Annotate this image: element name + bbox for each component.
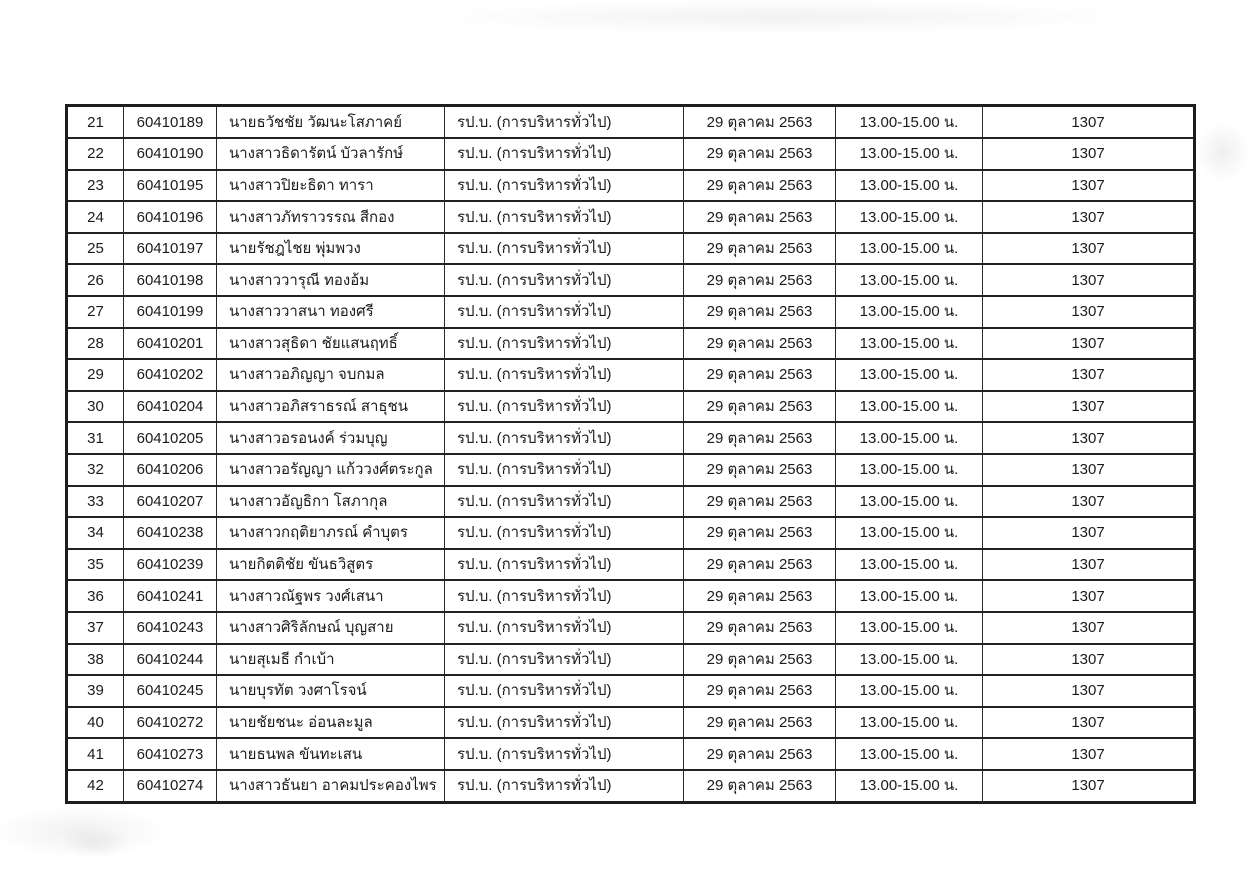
cell-id: 60410189 <box>124 106 217 139</box>
cell-program: รป.บ. (การบริหารทั่วไป) <box>445 296 684 328</box>
cell-id: 60410202 <box>124 359 217 391</box>
cell-id: 60410243 <box>124 612 217 644</box>
cell-date: 29 ตุลาคม 2563 <box>684 517 836 549</box>
cell-program: รป.บ. (การบริหารทั่วไป) <box>445 359 684 391</box>
cell-date: 29 ตุลาคม 2563 <box>684 170 836 202</box>
cell-date: 29 ตุลาคม 2563 <box>684 738 836 770</box>
cell-time: 13.00-15.00 น. <box>836 486 983 518</box>
cell-room: 1307 <box>983 612 1195 644</box>
cell-room: 1307 <box>983 675 1195 707</box>
cell-date: 29 ตุลาคม 2563 <box>684 549 836 581</box>
table-row <box>67 644 1195 676</box>
cell-no: 29 <box>67 359 124 391</box>
cell-room: 1307 <box>983 170 1195 202</box>
cell-time: 13.00-15.00 น. <box>836 549 983 581</box>
cell-date: 29 ตุลาคม 2563 <box>684 612 836 644</box>
cell-id: 60410207 <box>124 486 217 518</box>
cell-room: 1307 <box>983 454 1195 486</box>
cell-time: 13.00-15.00 น. <box>836 454 983 486</box>
cell-no: 31 <box>67 422 124 454</box>
table-row <box>67 106 1195 139</box>
cell-date: 29 ตุลาคม 2563 <box>684 580 836 612</box>
cell-room: 1307 <box>983 580 1195 612</box>
cell-no: 33 <box>67 486 124 518</box>
cell-id: 60410239 <box>124 549 217 581</box>
cell-room: 1307 <box>983 707 1195 739</box>
cell-date: 29 ตุลาคม 2563 <box>684 675 836 707</box>
cell-id: 60410199 <box>124 296 217 328</box>
cell-date: 29 ตุลาคม 2563 <box>684 707 836 739</box>
cell-time: 13.00-15.00 น. <box>836 770 983 803</box>
table-row <box>67 422 1195 454</box>
cell-id: 60410272 <box>124 707 217 739</box>
cell-program: รป.บ. (การบริหารทั่วไป) <box>445 644 684 676</box>
scan-smudge <box>60 828 130 858</box>
cell-date: 29 ตุลาคม 2563 <box>684 138 836 170</box>
cell-no: 41 <box>67 738 124 770</box>
cell-no: 34 <box>67 517 124 549</box>
table-row <box>67 233 1195 265</box>
table-row <box>67 138 1195 170</box>
cell-no: 23 <box>67 170 124 202</box>
cell-no: 21 <box>67 106 124 139</box>
cell-program: รป.บ. (การบริหารทั่วไป) <box>445 707 684 739</box>
cell-name: นายกิตติชัย ขันธวิสูตร <box>217 549 445 581</box>
cell-program: รป.บ. (การบริหารทั่วไป) <box>445 549 684 581</box>
cell-no: 38 <box>67 644 124 676</box>
cell-time: 13.00-15.00 น. <box>836 106 983 139</box>
cell-time: 13.00-15.00 น. <box>836 138 983 170</box>
cell-program: รป.บ. (การบริหารทั่วไป) <box>445 170 684 202</box>
schedule-table-body <box>67 106 1195 803</box>
cell-time: 13.00-15.00 น. <box>836 233 983 265</box>
table-row <box>67 201 1195 233</box>
cell-date: 29 ตุลาคม 2563 <box>684 359 836 391</box>
exam-schedule-table <box>65 104 1196 804</box>
cell-time: 13.00-15.00 น. <box>836 707 983 739</box>
table-row <box>67 517 1195 549</box>
cell-no: 30 <box>67 391 124 423</box>
cell-room: 1307 <box>983 328 1195 360</box>
cell-room: 1307 <box>983 106 1195 139</box>
table-row <box>67 486 1195 518</box>
cell-room: 1307 <box>983 359 1195 391</box>
cell-id: 60410197 <box>124 233 217 265</box>
cell-time: 13.00-15.00 น. <box>836 296 983 328</box>
cell-date: 29 ตุลาคม 2563 <box>684 486 836 518</box>
cell-id: 60410241 <box>124 580 217 612</box>
cell-name: นายรัชฎไชย พุ่มพวง <box>217 233 445 265</box>
cell-id: 60410190 <box>124 138 217 170</box>
cell-name: นางสาววารุณี ทองอ้ม <box>217 264 445 296</box>
cell-program: รป.บ. (การบริหารทั่วไป) <box>445 580 684 612</box>
cell-room: 1307 <box>983 770 1195 803</box>
cell-name: นางสาวอภิญญา จบกมล <box>217 359 445 391</box>
cell-program: รป.บ. (การบริหารทั่วไป) <box>445 264 684 296</box>
cell-no: 24 <box>67 201 124 233</box>
cell-room: 1307 <box>983 738 1195 770</box>
scan-smudge <box>420 0 1140 34</box>
cell-room: 1307 <box>983 391 1195 423</box>
cell-time: 13.00-15.00 น. <box>836 612 983 644</box>
cell-no: 25 <box>67 233 124 265</box>
table-row <box>67 770 1195 803</box>
table-row <box>67 549 1195 581</box>
cell-time: 13.00-15.00 น. <box>836 391 983 423</box>
cell-id: 60410198 <box>124 264 217 296</box>
cell-room: 1307 <box>983 296 1195 328</box>
cell-id: 60410238 <box>124 517 217 549</box>
cell-id: 60410205 <box>124 422 217 454</box>
cell-room: 1307 <box>983 486 1195 518</box>
cell-date: 29 ตุลาคม 2563 <box>684 770 836 803</box>
table-row <box>67 707 1195 739</box>
cell-time: 13.00-15.00 น. <box>836 359 983 391</box>
cell-program: รป.บ. (การบริหารทั่วไป) <box>445 675 684 707</box>
cell-program: รป.บ. (การบริหารทั่วไป) <box>445 106 684 139</box>
cell-program: รป.บ. (การบริหารทั่วไป) <box>445 486 684 518</box>
cell-id: 60410245 <box>124 675 217 707</box>
scan-smudge <box>0 806 170 858</box>
cell-date: 29 ตุลาคม 2563 <box>684 328 836 360</box>
cell-id: 60410201 <box>124 328 217 360</box>
table-row <box>67 359 1195 391</box>
table-row <box>67 170 1195 202</box>
table-row <box>67 328 1195 360</box>
cell-name: นางสาวศิริลักษณ์ บุญสาย <box>217 612 445 644</box>
cell-room: 1307 <box>983 644 1195 676</box>
cell-time: 13.00-15.00 น. <box>836 675 983 707</box>
cell-id: 60410195 <box>124 170 217 202</box>
cell-id: 60410206 <box>124 454 217 486</box>
cell-date: 29 ตุลาคม 2563 <box>684 201 836 233</box>
cell-date: 29 ตุลาคม 2563 <box>684 106 836 139</box>
cell-name: นายบุรทัต วงศาโรจน์ <box>217 675 445 707</box>
cell-name: นางสาวธิดารัตน์ บัวลารักษ์ <box>217 138 445 170</box>
table-row <box>67 612 1195 644</box>
cell-room: 1307 <box>983 264 1195 296</box>
cell-name: นางสาวสุธิดา ชัยแสนฤทธิ์ <box>217 328 445 360</box>
cell-no: 35 <box>67 549 124 581</box>
table-row <box>67 296 1195 328</box>
cell-name: นางสาวอรัญญา แก้ววงศ์ตระกูล <box>217 454 445 486</box>
cell-time: 13.00-15.00 น. <box>836 328 983 360</box>
cell-room: 1307 <box>983 517 1195 549</box>
cell-program: รป.บ. (การบริหารทั่วไป) <box>445 328 684 360</box>
cell-program: รป.บ. (การบริหารทั่วไป) <box>445 517 684 549</box>
cell-room: 1307 <box>983 201 1195 233</box>
cell-time: 13.00-15.00 น. <box>836 264 983 296</box>
cell-id: 60410196 <box>124 201 217 233</box>
cell-name: นางสาวปิยะธิดา ทารา <box>217 170 445 202</box>
cell-id: 60410204 <box>124 391 217 423</box>
cell-name: นายสุเมธี กำเบ้า <box>217 644 445 676</box>
cell-program: รป.บ. (การบริหารทั่วไป) <box>445 201 684 233</box>
cell-no: 42 <box>67 770 124 803</box>
cell-program: รป.บ. (การบริหารทั่วไป) <box>445 454 684 486</box>
cell-program: รป.บ. (การบริหารทั่วไป) <box>445 422 684 454</box>
cell-id: 60410274 <box>124 770 217 803</box>
cell-time: 13.00-15.00 น. <box>836 170 983 202</box>
cell-date: 29 ตุลาคม 2563 <box>684 454 836 486</box>
cell-no: 37 <box>67 612 124 644</box>
cell-program: รป.บ. (การบริหารทั่วไป) <box>445 138 684 170</box>
cell-program: รป.บ. (การบริหารทั่วไป) <box>445 738 684 770</box>
cell-id: 60410244 <box>124 644 217 676</box>
cell-date: 29 ตุลาคม 2563 <box>684 264 836 296</box>
cell-date: 29 ตุลาคม 2563 <box>684 233 836 265</box>
cell-date: 29 ตุลาคม 2563 <box>684 422 836 454</box>
cell-name: นางสาวอัญธิกา โสภากุล <box>217 486 445 518</box>
cell-no: 36 <box>67 580 124 612</box>
cell-name: นางสาววาสนา ทองศรี <box>217 296 445 328</box>
cell-room: 1307 <box>983 233 1195 265</box>
cell-id: 60410273 <box>124 738 217 770</box>
cell-room: 1307 <box>983 138 1195 170</box>
cell-room: 1307 <box>983 422 1195 454</box>
table-row <box>67 391 1195 423</box>
cell-no: 32 <box>67 454 124 486</box>
table-row <box>67 580 1195 612</box>
cell-time: 13.00-15.00 น. <box>836 644 983 676</box>
cell-name: นางสาวธันยา อาคมประคองไพร <box>217 770 445 803</box>
table-row <box>67 675 1195 707</box>
cell-name: นางสาวอรอนงค์ ร่วมบุญ <box>217 422 445 454</box>
cell-no: 27 <box>67 296 124 328</box>
cell-program: รป.บ. (การบริหารทั่วไป) <box>445 770 684 803</box>
cell-time: 13.00-15.00 น. <box>836 422 983 454</box>
cell-no: 40 <box>67 707 124 739</box>
cell-date: 29 ตุลาคม 2563 <box>684 296 836 328</box>
cell-name: นางสาวอภิสราธรณ์ สาธุชน <box>217 391 445 423</box>
table-row <box>67 738 1195 770</box>
cell-no: 39 <box>67 675 124 707</box>
cell-time: 13.00-15.00 น. <box>836 201 983 233</box>
cell-name: นางสาวณัฐพร วงศ์เสนา <box>217 580 445 612</box>
cell-room: 1307 <box>983 549 1195 581</box>
cell-program: รป.บ. (การบริหารทั่วไป) <box>445 612 684 644</box>
cell-program: รป.บ. (การบริหารทั่วไป) <box>445 233 684 265</box>
cell-date: 29 ตุลาคม 2563 <box>684 644 836 676</box>
cell-date: 29 ตุลาคม 2563 <box>684 391 836 423</box>
cell-name: นายชัยชนะ อ่อนละมูล <box>217 707 445 739</box>
cell-name: นายธนพล ขันทะเสน <box>217 738 445 770</box>
scan-smudge <box>1196 122 1250 182</box>
cell-no: 26 <box>67 264 124 296</box>
table-row <box>67 454 1195 486</box>
cell-time: 13.00-15.00 น. <box>836 738 983 770</box>
cell-time: 13.00-15.00 น. <box>836 517 983 549</box>
cell-no: 28 <box>67 328 124 360</box>
cell-name: นายธวัชชัย วัฒนะโสภาคย์ <box>217 106 445 139</box>
cell-program: รป.บ. (การบริหารทั่วไป) <box>445 391 684 423</box>
cell-name: นางสาวกฤติยาภรณ์ คำบุตร <box>217 517 445 549</box>
table-row <box>67 264 1195 296</box>
cell-time: 13.00-15.00 น. <box>836 580 983 612</box>
cell-no: 22 <box>67 138 124 170</box>
cell-name: นางสาวภัทราวรรณ สีกอง <box>217 201 445 233</box>
